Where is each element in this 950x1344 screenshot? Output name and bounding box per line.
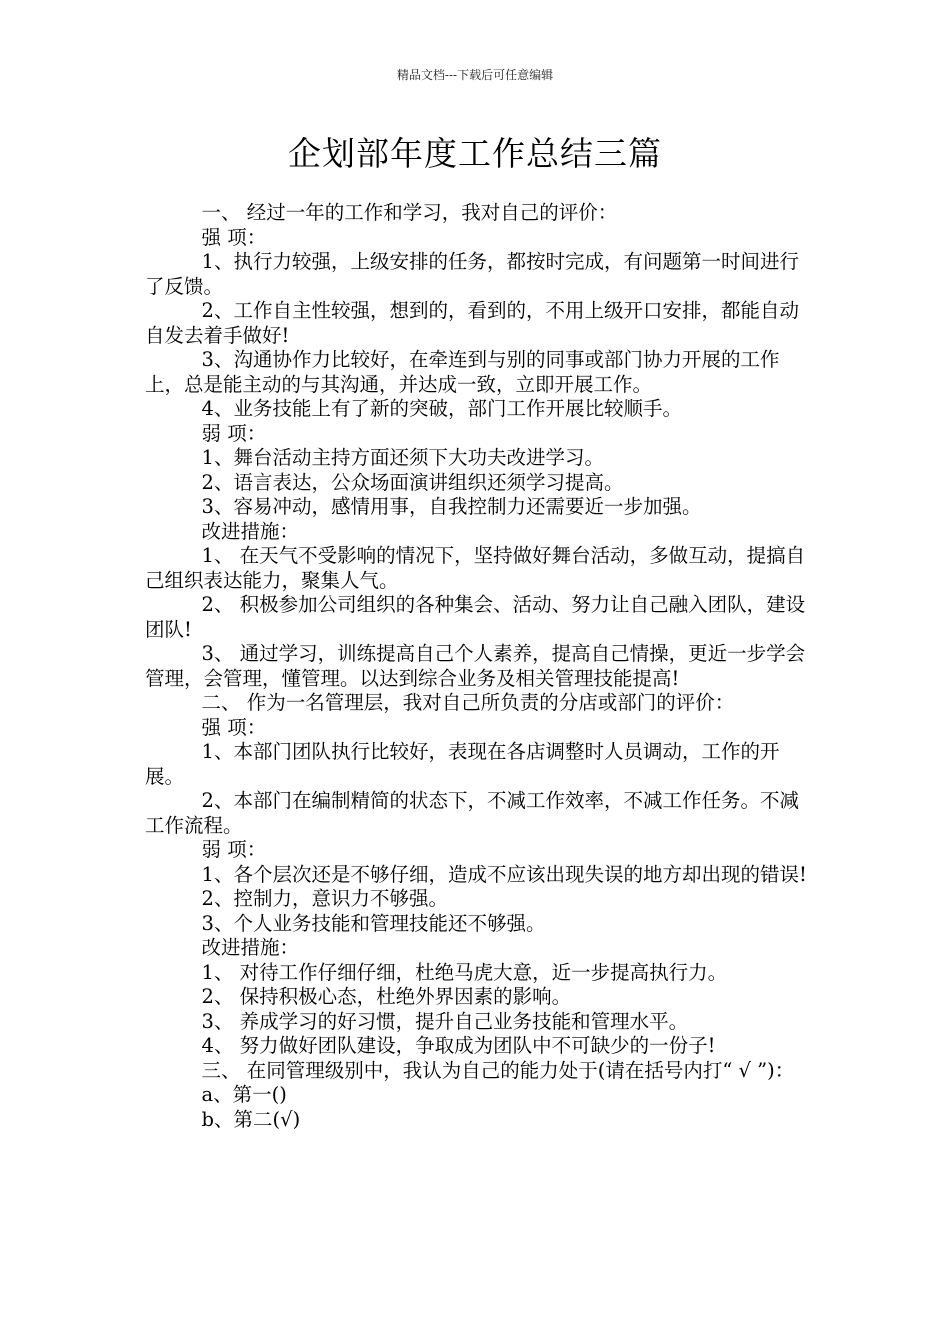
paragraph: 3、容易冲动，感情用事，自我控制力还需要近一步加强。: [201, 495, 702, 518]
paragraph: 1、 对待工作仔细仔细，杜绝马虎大意，近一步提高执行力。: [201, 960, 728, 984]
paragraph: 4、业务技能上有了新的突破，部门工作开展比较顺手。: [201, 397, 682, 420]
paragraph: 三、 在同管理级别中，我认为自己的能力处于(请在括号内打“ √ ”)：: [201, 1058, 795, 1082]
paragraph: 2、 积极参加公司组织的各种集会、活动、努力让自己融入团队，建设团队!: [145, 593, 806, 641]
paragraph: 1、各个层次还是不够仔细，造成不应该出现失误的地方却出现的错误!: [201, 862, 807, 886]
document-body: [145, 201, 809, 1132]
paragraph: 1、执行力较强，上级安排的任务，都按时完成，有问题第一时间进行了反馈。: [145, 250, 799, 298]
paragraph: 弱 项：: [201, 838, 267, 861]
paragraph: 2、控制力，意识力不够强。: [201, 887, 448, 910]
document-title: 企划部年度工作总结三篇: [288, 134, 662, 173]
paragraph: 1、本部门团队执行比较好，表现在各店调整时人员调动，工作的开展。: [145, 740, 780, 788]
paragraph: 4、 努力做好团队建设，争取成为团队中不可缺少的一份子!: [201, 1034, 716, 1057]
paragraph: 3、沟通协作力比较好，在牵连到与别的同事或部门协力开展的工作上，总是能主动的与其沟通，并达成一致，立即开展工作。: [145, 348, 780, 396]
paragraph: 改进措施：: [201, 519, 300, 543]
paragraph: 2、 保持积极心态，杜绝外界因素的影响。: [201, 985, 572, 1008]
paragraph: 改进措施：: [201, 936, 300, 959]
paragraph: 二、 作为一名管理层，我对自己所负责的分店或部门的评价：: [201, 691, 735, 714]
paragraph: 强 项：: [201, 225, 267, 249]
paragraph: 2、语言表达，公众场面演讲组织还须学习提高。: [201, 470, 624, 494]
paragraph: 一、 经过一年的工作和学习，我对自己的评价：: [201, 201, 618, 224]
page-header: 精品文档---下载后可任意编辑: [396, 68, 554, 82]
paragraph: 2、工作自主性较强，想到的，看到的，不用上级开口安排，都能自动自发去着手做好!: [145, 299, 799, 347]
paragraph: 1、 在天气不受影响的情况下，坚持做好舞台活动，多做互动，提搞自己组织表达能力，聚集人气。: [145, 544, 806, 592]
paragraph: 强 项：: [201, 715, 267, 739]
paragraph: 2、本部门在编制精简的状态下，不减工作效率，不减工作任务。不减工作流程。: [145, 789, 799, 837]
paragraph: 弱 项：: [201, 421, 267, 445]
paragraph: 3、个人业务技能和管理技能还不够强。: [201, 911, 546, 935]
paragraph: 3、 通过学习，训练提高自己个人素养，提高自己情操，更近一步学会管理，会管理，懂管理。以达到综合业务及相关管理技能提高!: [145, 642, 806, 690]
paragraph: 1、舞台活动主持方面还须下大功夫改进学习。: [201, 446, 604, 469]
paragraph: a、第一(): [201, 1083, 287, 1106]
paragraph: b、第二(√): [201, 1107, 301, 1131]
paragraph: 3、 养成学习的好习惯，提升自己业务技能和管理水平。: [201, 1009, 689, 1033]
